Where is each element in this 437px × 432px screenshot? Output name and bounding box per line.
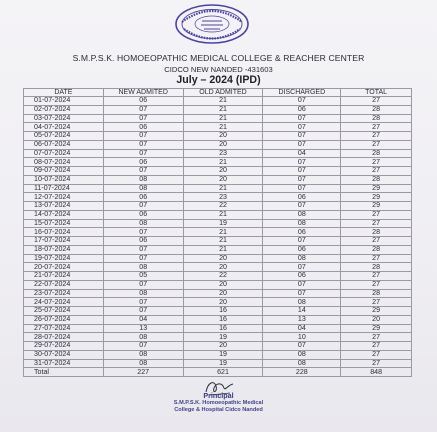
cell-discharged: 13 xyxy=(263,315,341,324)
cell-old-admitted: 21 xyxy=(183,105,263,114)
table-row xyxy=(24,315,412,324)
cell-old-admitted: 20 xyxy=(183,167,263,176)
column-header-old-admitted: OLD ADMITED xyxy=(183,89,263,97)
cell-discharged: 06 xyxy=(263,105,341,114)
college-address: CIDCO NEW NANDED -431603 xyxy=(164,65,273,74)
cell-new-admitted: 07 xyxy=(103,149,183,158)
table-row xyxy=(24,289,412,298)
total-new-admitted: 227 xyxy=(103,368,183,377)
cell-new-admitted: 07 xyxy=(103,280,183,289)
cell-new-admitted: 06 xyxy=(103,123,183,132)
cell-date: 08-07-2024 xyxy=(24,158,104,167)
table-header-row xyxy=(24,89,412,97)
cell-new-admitted: 07 xyxy=(103,342,183,351)
cell-total: 28 xyxy=(341,105,412,114)
cell-discharged: 07 xyxy=(263,280,341,289)
cell-discharged: 07 xyxy=(263,237,341,246)
table-row xyxy=(24,359,412,368)
cell-date: 10-07-2024 xyxy=(24,175,104,184)
cell-old-admitted: 20 xyxy=(183,140,263,149)
cell-total: 29 xyxy=(341,307,412,316)
cell-total: 28 xyxy=(341,289,412,298)
cell-discharged: 07 xyxy=(263,184,341,193)
cell-new-admitted: 08 xyxy=(103,263,183,272)
cell-total: 28 xyxy=(341,149,412,158)
cell-date: 22-07-2024 xyxy=(24,280,104,289)
cell-discharged: 07 xyxy=(263,97,341,106)
cell-old-admitted: 21 xyxy=(183,97,263,106)
cell-old-admitted: 20 xyxy=(183,280,263,289)
cell-total: 27 xyxy=(341,350,412,359)
cell-new-admitted: 07 xyxy=(103,307,183,316)
cell-date: 29-07-2024 xyxy=(24,342,104,351)
table-row xyxy=(24,298,412,307)
cell-discharged: 07 xyxy=(263,167,341,176)
cell-new-admitted: 08 xyxy=(103,184,183,193)
table-row xyxy=(24,167,412,176)
total-grand: 848 xyxy=(341,368,412,377)
table-row xyxy=(24,193,412,202)
cell-discharged: 06 xyxy=(263,245,341,254)
column-header-date: DATE xyxy=(24,89,104,97)
cell-old-admitted: 19 xyxy=(183,350,263,359)
cell-date: 13-07-2024 xyxy=(24,202,104,211)
table-row xyxy=(24,333,412,342)
cell-date: 26-07-2024 xyxy=(24,315,104,324)
cell-new-admitted: 07 xyxy=(103,167,183,176)
table-row xyxy=(24,175,412,184)
cell-date: 01-07-2024 xyxy=(24,97,104,106)
cell-date: 04-07-2024 xyxy=(24,123,104,132)
cell-discharged: 06 xyxy=(263,193,341,202)
cell-date: 27-07-2024 xyxy=(24,324,104,333)
cell-discharged: 06 xyxy=(263,228,341,237)
cell-date: 30-07-2024 xyxy=(24,350,104,359)
cell-total: 27 xyxy=(341,237,412,246)
table-row xyxy=(24,97,412,106)
cell-date: 03-07-2024 xyxy=(24,114,104,123)
cell-old-admitted: 20 xyxy=(183,132,263,141)
table-row xyxy=(24,324,412,333)
total-label: Total xyxy=(24,368,104,377)
cell-old-admitted: 20 xyxy=(183,175,263,184)
cell-total: 29 xyxy=(341,184,412,193)
cell-new-admitted: 06 xyxy=(103,193,183,202)
cell-discharged: 07 xyxy=(263,132,341,141)
column-header-total: TOTAL xyxy=(341,89,412,97)
cell-date: 09-07-2024 xyxy=(24,167,104,176)
cell-discharged: 07 xyxy=(263,114,341,123)
cell-old-admitted: 19 xyxy=(183,219,263,228)
cell-old-admitted: 21 xyxy=(183,184,263,193)
cell-new-admitted: 08 xyxy=(103,289,183,298)
cell-total: 28 xyxy=(341,175,412,184)
cell-total: 27 xyxy=(341,333,412,342)
cell-total: 27 xyxy=(341,140,412,149)
cell-date: 15-07-2024 xyxy=(24,219,104,228)
table-row xyxy=(24,184,412,193)
cell-new-admitted: 07 xyxy=(103,114,183,123)
cell-new-admitted: 08 xyxy=(103,359,183,368)
cell-discharged: 04 xyxy=(263,149,341,158)
cell-total: 28 xyxy=(341,228,412,237)
cell-old-admitted: 16 xyxy=(183,324,263,333)
cell-date: 16-07-2024 xyxy=(24,228,104,237)
cell-new-admitted: 07 xyxy=(103,132,183,141)
cell-new-admitted: 07 xyxy=(103,298,183,307)
college-seal-stamp xyxy=(170,2,254,46)
cell-new-admitted: 06 xyxy=(103,237,183,246)
cell-total: 27 xyxy=(341,219,412,228)
cell-old-admitted: 19 xyxy=(183,333,263,342)
table-row xyxy=(24,307,412,316)
cell-old-admitted: 23 xyxy=(183,193,263,202)
table-row xyxy=(24,350,412,359)
cell-old-admitted: 20 xyxy=(183,263,263,272)
cell-date: 19-07-2024 xyxy=(24,254,104,263)
cell-old-admitted: 22 xyxy=(183,272,263,281)
cell-total: 29 xyxy=(341,202,412,211)
column-header-new-admitted: NEW ADMITED xyxy=(103,89,183,97)
table-row xyxy=(24,254,412,263)
cell-date: 25-07-2024 xyxy=(24,307,104,316)
cell-discharged: 07 xyxy=(263,175,341,184)
cell-old-admitted: 20 xyxy=(183,289,263,298)
cell-total: 27 xyxy=(341,158,412,167)
cell-new-admitted: 06 xyxy=(103,158,183,167)
cell-old-admitted: 20 xyxy=(183,254,263,263)
cell-total: 29 xyxy=(341,324,412,333)
cell-new-admitted: 05 xyxy=(103,272,183,281)
cell-date: 11-07-2024 xyxy=(24,184,104,193)
cell-date: 21-07-2024 xyxy=(24,272,104,281)
total-discharged: 228 xyxy=(263,368,341,377)
cell-discharged: 07 xyxy=(263,140,341,149)
cell-old-admitted: 21 xyxy=(183,158,263,167)
cell-old-admitted: 23 xyxy=(183,149,263,158)
cell-new-admitted: 06 xyxy=(103,97,183,106)
cell-date: 31-07-2024 xyxy=(24,359,104,368)
table-row xyxy=(24,158,412,167)
table-row xyxy=(24,342,412,351)
principal-designation: Principal xyxy=(203,391,234,400)
cell-discharged: 08 xyxy=(263,359,341,368)
college-name: S.M.P.S.K. HOMOEOPATHIC MEDICAL COLLEGE & REACHER CENTER xyxy=(72,53,365,63)
cell-new-admitted: 08 xyxy=(103,350,183,359)
cell-total: 27 xyxy=(341,123,412,132)
cell-discharged: 08 xyxy=(263,298,341,307)
cell-new-admitted: 06 xyxy=(103,210,183,219)
cell-new-admitted: 04 xyxy=(103,315,183,324)
table-row xyxy=(24,237,412,246)
table-row xyxy=(24,210,412,219)
table-row xyxy=(24,272,412,281)
cell-old-admitted: 21 xyxy=(183,237,263,246)
cell-old-admitted: 21 xyxy=(183,210,263,219)
cell-old-admitted: 20 xyxy=(183,298,263,307)
principal-stamp-line2: College & Hospital Cidco Nanded xyxy=(174,407,263,413)
cell-total: 28 xyxy=(341,263,412,272)
cell-date: 14-07-2024 xyxy=(24,210,104,219)
cell-total: 20 xyxy=(341,315,412,324)
cell-old-admitted: 19 xyxy=(183,359,263,368)
table-row xyxy=(24,123,412,132)
cell-old-admitted: 21 xyxy=(183,123,263,132)
cell-old-admitted: 20 xyxy=(183,342,263,351)
cell-new-admitted: 07 xyxy=(103,228,183,237)
cell-old-admitted: 16 xyxy=(183,315,263,324)
cell-total: 28 xyxy=(341,245,412,254)
table-row xyxy=(24,202,412,211)
cell-date: 28-07-2024 xyxy=(24,333,104,342)
cell-total: 27 xyxy=(341,210,412,219)
table-row xyxy=(24,245,412,254)
cell-old-admitted: 22 xyxy=(183,202,263,211)
cell-total: 27 xyxy=(341,167,412,176)
cell-discharged: 07 xyxy=(263,342,341,351)
cell-old-admitted: 21 xyxy=(183,114,263,123)
cell-date: 02-07-2024 xyxy=(24,105,104,114)
cell-new-admitted: 07 xyxy=(103,140,183,149)
cell-discharged: 04 xyxy=(263,324,341,333)
principal-stamp-line1: S.M.P.S.K. Homoeopathic Medical xyxy=(173,400,264,406)
cell-old-admitted: 16 xyxy=(183,307,263,316)
cell-discharged: 07 xyxy=(263,202,341,211)
cell-total: 27 xyxy=(341,359,412,368)
cell-discharged: 07 xyxy=(263,263,341,272)
column-header-discharged: DISCHARGED xyxy=(263,89,341,97)
cell-new-admitted: 07 xyxy=(103,202,183,211)
ipd-register-table xyxy=(23,88,412,377)
cell-new-admitted: 08 xyxy=(103,175,183,184)
cell-total: 27 xyxy=(341,272,412,281)
table-row xyxy=(24,132,412,141)
cell-total: 27 xyxy=(341,132,412,141)
cell-new-admitted: 08 xyxy=(103,333,183,342)
cell-total: 27 xyxy=(341,280,412,289)
table-row xyxy=(24,228,412,237)
cell-total: 27 xyxy=(341,298,412,307)
cell-discharged: 08 xyxy=(263,254,341,263)
cell-old-admitted: 21 xyxy=(183,228,263,237)
cell-new-admitted: 08 xyxy=(103,219,183,228)
cell-new-admitted: 07 xyxy=(103,105,183,114)
cell-date: 06-07-2024 xyxy=(24,140,104,149)
table-row xyxy=(24,280,412,289)
cell-date: 05-07-2024 xyxy=(24,132,104,141)
table-row xyxy=(24,114,412,123)
cell-total: 27 xyxy=(341,254,412,263)
cell-discharged: 14 xyxy=(263,307,341,316)
cell-discharged: 08 xyxy=(263,219,341,228)
cell-date: 20-07-2024 xyxy=(24,263,104,272)
cell-date: 24-07-2024 xyxy=(24,298,104,307)
total-old-admitted: 621 xyxy=(183,368,263,377)
cell-date: 23-07-2024 xyxy=(24,289,104,298)
cell-new-admitted: 07 xyxy=(103,245,183,254)
cell-discharged: 07 xyxy=(263,289,341,298)
table-row xyxy=(24,263,412,272)
cell-new-admitted: 13 xyxy=(103,324,183,333)
cell-date: 12-07-2024 xyxy=(24,193,104,202)
cell-date: 17-07-2024 xyxy=(24,237,104,246)
cell-discharged: 06 xyxy=(263,272,341,281)
table-row xyxy=(24,149,412,158)
cell-discharged: 07 xyxy=(263,158,341,167)
cell-total: 29 xyxy=(341,193,412,202)
cell-discharged: 07 xyxy=(263,123,341,132)
cell-date: 18-07-2024 xyxy=(24,245,104,254)
cell-discharged: 08 xyxy=(263,350,341,359)
cell-total: 28 xyxy=(341,114,412,123)
cell-discharged: 10 xyxy=(263,333,341,342)
cell-old-admitted: 21 xyxy=(183,245,263,254)
table-row xyxy=(24,219,412,228)
table-row xyxy=(24,105,412,114)
table-row xyxy=(24,140,412,149)
cell-total: 27 xyxy=(341,97,412,106)
cell-date: 07-07-2024 xyxy=(24,149,104,158)
cell-new-admitted: 07 xyxy=(103,254,183,263)
report-title: July – 2024 (IPD) xyxy=(176,74,261,86)
cell-total: 27 xyxy=(341,342,412,351)
cell-discharged: 08 xyxy=(263,210,341,219)
